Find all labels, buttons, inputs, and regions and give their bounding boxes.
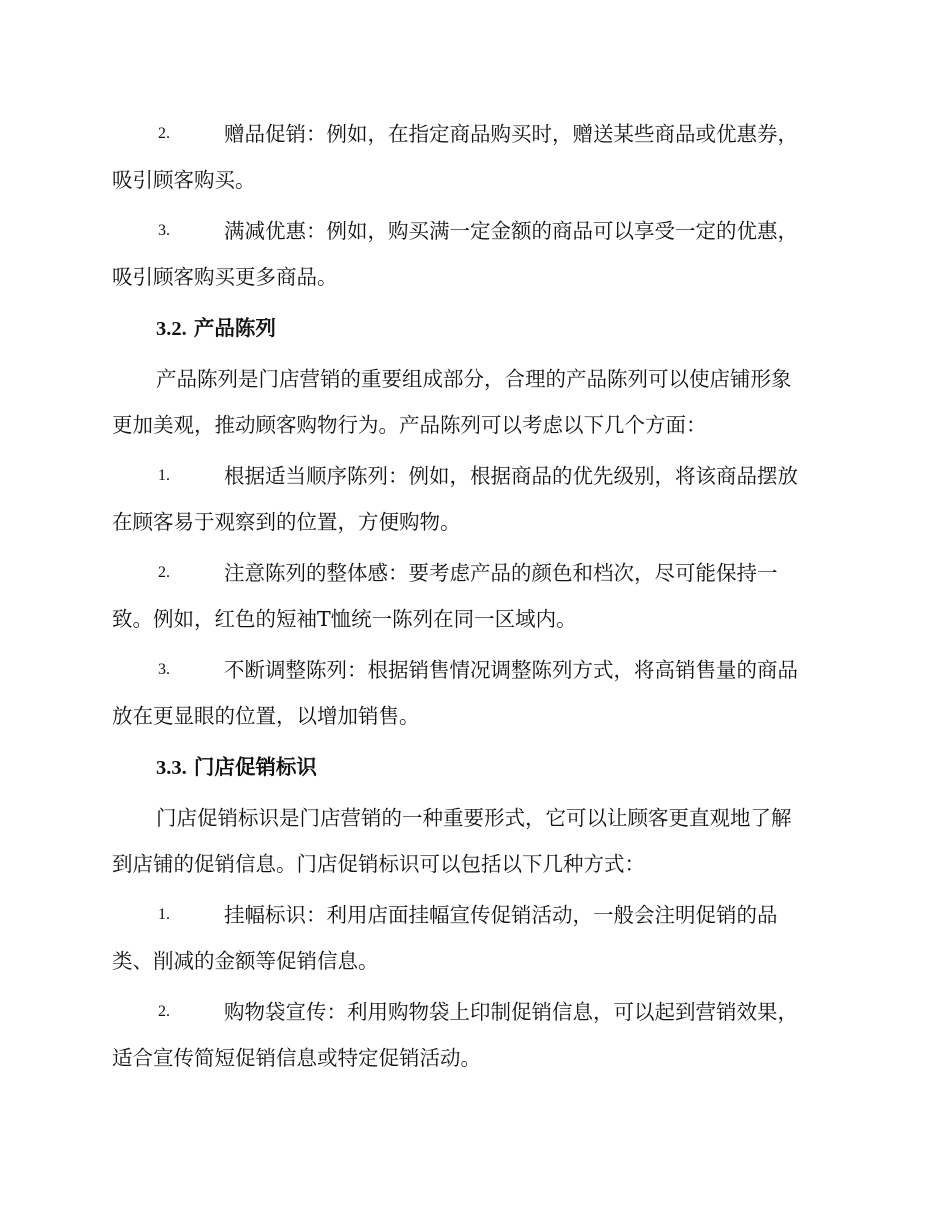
list-item-continuation: 类、削减的金额等促销信息。 <box>112 949 379 973</box>
list-item-continuation: 吸引顾客购买。 <box>112 168 256 192</box>
list-item-continuation: 在顾客易于观察到的位置，方便购物。 <box>112 510 461 534</box>
list-item-text: 购物袋宣传：利用购物袋上印制促销信息，可以起到营销效果， <box>224 1000 798 1024</box>
section-title: 产品陈列 <box>193 316 276 340</box>
list-number: 1. <box>158 906 170 923</box>
section-heading <box>112 744 834 790</box>
list-item-text: 赠品促销：例如，在指定商品购买时，赠送某些商品或优惠券， <box>224 122 798 146</box>
list-number: 2. <box>158 125 170 142</box>
list-item-text: 根据适当顺序陈列：例如，根据商品的优先级别，将该商品摆放 <box>224 464 798 488</box>
list-item <box>112 647 834 739</box>
list-number: 1. <box>158 467 170 484</box>
paragraph <box>112 795 834 887</box>
list-item-continuation: 吸引顾客购买更多商品。 <box>112 265 338 289</box>
list-item <box>112 111 834 203</box>
list-item-continuation: 致。例如，红色的短袖T恤统一陈列在同一区域内。 <box>112 607 577 631</box>
section-number: 3.2. <box>156 318 187 340</box>
section-heading <box>112 305 834 351</box>
document-body <box>112 109 834 1081</box>
list-item-text: 不断调整陈列：根据销售情况调整陈列方式，将高销售量的商品 <box>224 658 798 682</box>
paragraph-line: 门店促销标识是门店营销的一种重要形式，它可以让顾客更直观地了解 <box>156 806 792 830</box>
list-number: 3. <box>158 222 170 239</box>
list-item <box>112 550 834 642</box>
paragraph-line: 到店铺的促销信息。门店促销标识可以包括以下几种方式： <box>112 852 645 876</box>
section-number: 3.3. <box>156 757 187 779</box>
list-item <box>112 453 834 545</box>
paragraph-line: 更加美观，推动顾客购物行为。产品陈列可以考虑以下几个方面： <box>112 413 707 437</box>
paragraph-line: 产品陈列是门店营销的重要组成部分，合理的产品陈列可以使店铺形象 <box>156 367 792 391</box>
list-number: 2. <box>158 564 170 581</box>
list-number: 2. <box>158 1003 170 1020</box>
list-item-continuation: 放在更显眼的位置，以增加销售。 <box>112 704 420 728</box>
list-item-text: 挂幅标识：利用店面挂幅宣传促销活动，一般会注明促销的品 <box>224 903 778 927</box>
list-number: 3. <box>158 661 170 678</box>
list-item <box>112 892 834 984</box>
list-item-text: 注意陈列的整体感：要考虑产品的颜色和档次，尽可能保持一 <box>224 561 778 585</box>
section-title: 门店促销标识 <box>193 755 317 779</box>
list-item <box>112 208 834 300</box>
list-item-text: 满减优惠：例如，购买满一定金额的商品可以享受一定的优惠， <box>224 219 798 243</box>
list-item <box>112 989 834 1081</box>
list-item-continuation: 适合宣传简短促销信息或特定促销活动。 <box>112 1046 481 1070</box>
paragraph <box>112 356 834 448</box>
